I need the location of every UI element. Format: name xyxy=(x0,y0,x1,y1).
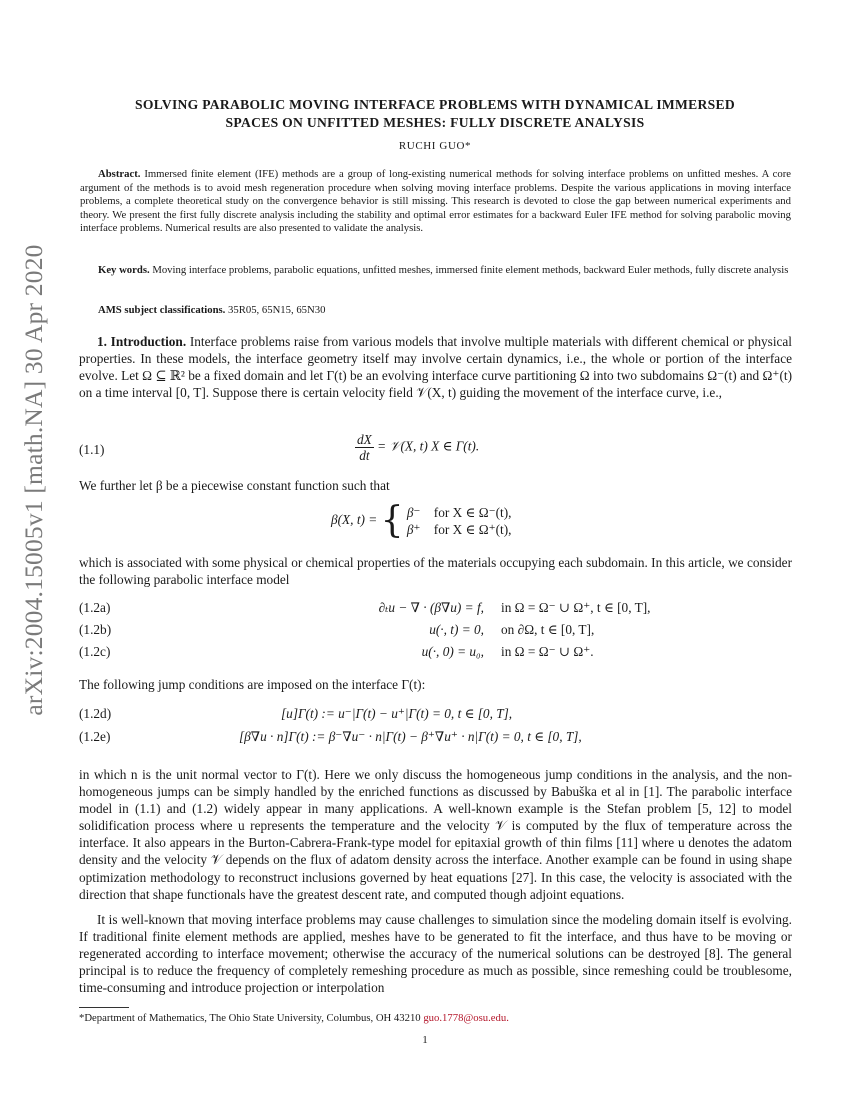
page-number: 1 xyxy=(422,1034,428,1046)
equation-rhs: = 𝒱(X, t) X ∈ Γ(t). xyxy=(377,438,480,454)
abstract-label: Abstract. xyxy=(98,168,141,180)
fraction-numerator: dX xyxy=(357,432,372,447)
beta-intro: We further let β be a piecewise constant function such that xyxy=(79,478,390,493)
fraction-denominator: dt xyxy=(359,448,370,463)
ams-text: 35R05, 65N15, 65N30 xyxy=(228,304,326,316)
abstract xyxy=(80,168,791,236)
intro-paragraph-3: It is well-known that moving interface problems may cause challenges to simulation since the modeling domain itself is evolving. If traditional finite element methods are applied, meshes have to be generated to fit the interface, and thus have to be moving or regenerated according to interface movement; otherwise the accuracy of the numerical solutions can be destroyed [8]. The general principal is to reduce the frequency of completely remeshing procedure as much as possible, since remeshing could be troublesome, time-consuming and introduce projection or interpolation xyxy=(79,912,792,996)
keywords-text: Moving interface problems, parabolic equations, unfitted meshes, immersed finite element methods, backward Euler methods, fully discrete analysis xyxy=(152,264,789,276)
dx-dt-fraction xyxy=(355,432,374,463)
paper-title xyxy=(80,96,790,132)
keywords xyxy=(80,264,791,278)
equation-1-2a xyxy=(79,600,792,620)
footnote-affiliation: *Department of Mathematics, The Ohio State University, Columbus, OH 43210 xyxy=(79,1012,421,1024)
equation-lhs: u(·, t) = 0, xyxy=(429,622,484,637)
equation-number: (1.1) xyxy=(79,442,105,457)
case-1-condition: for X ∈ Ω⁻(t), xyxy=(433,505,512,520)
equation-number: (1.2a) xyxy=(79,600,111,615)
arxiv-side-stamp xyxy=(4,244,64,716)
intro-paragraph-1 xyxy=(79,333,792,401)
case-2-value: β⁺ xyxy=(406,522,421,537)
title-line-2: SPACES ON UNFITTED MESHES: FULLY DISCRETE ANALYSIS xyxy=(225,115,645,130)
equation-number: (1.2b) xyxy=(79,622,112,637)
equation-rhs: in Ω = Ω⁻ ∪ Ω⁺. xyxy=(501,644,594,659)
footnote xyxy=(79,1012,792,1025)
abstract-text: Immersed finite element (IFE) methods are a group of long-existing numerical methods for solving interface problems on unfitted meshes. A core argument of the methods is to avoid mesh regeneration procedure when solving moving interface problems. Despite the various applications in moving interface problems, a complete theoretical study on the convergence behavior is still missing. This research is devoted to close the gap between numerical experiments and theory. We present the first fully discrete analysis including the stability and optimal error estimates for a backward Euler IFE method for solving parabolic moving interface problems. Numerical results are also presented to validate the analysis. xyxy=(80,168,792,234)
beta-cases xyxy=(407,504,512,538)
author: RUCHI GUO* xyxy=(398,140,472,152)
ams-classification xyxy=(80,304,791,318)
equation-1-2c xyxy=(79,644,792,664)
intro-text: Interface problems raise from various models that involve multiple materials with different chemical or physical properties. In these models, the interface geometry itself may involve certain dynamics, i.e., the whole or portion of the interface evolve. Let Ω ⊆ ℝ² be a fixed domain and let Γ(t) be an evolving interface curve partitioning Ω into two subdomains Ω⁻(t) and Ω⁺(t) on a time interval [0, T]. Suppose there is certain velocity field 𝒱(X, t) guiding the movement of the interface curve, i.e., xyxy=(79,334,793,401)
equation-lhs: u(·, 0) = u₀, xyxy=(421,644,484,659)
jump-intro: The following jump conditions are imposed on the interface Γ(t): xyxy=(79,677,426,692)
equation-rhs: in Ω = Ω⁻ ∪ Ω⁺, t ∈ [0, T], xyxy=(501,600,651,615)
equation-expr: [u]Γ(t) := u⁻|Γ(t) − u⁺|Γ(t) = 0, t ∈ [0, T], xyxy=(281,706,513,721)
equation-number: (1.2c) xyxy=(79,644,111,659)
footnote-rule xyxy=(79,1007,129,1008)
case-2-condition: for X ∈ Ω⁺(t), xyxy=(433,522,512,537)
equation-1-2b xyxy=(79,622,792,642)
title-line-1: SOLVING PARABOLIC MOVING INTERFACE PROBLEMS WITH DYNAMICAL IMMERSED xyxy=(134,97,736,112)
equation-1-2e xyxy=(79,729,792,749)
left-brace: { xyxy=(380,500,404,541)
equation-expr: [β∇u · n]Γ(t) := β⁻∇u⁻ · n|Γ(t) − β⁺∇u⁺ · n|Γ(t) = 0, t ∈ [0, T], xyxy=(239,729,582,744)
author-email-link[interactable]: guo.1778@osu.edu. xyxy=(423,1012,509,1024)
keywords-label: Key words. xyxy=(98,264,150,276)
equation-number: (1.2e) xyxy=(79,729,111,744)
equation-1-1 xyxy=(79,432,792,468)
section-title: 1. Introduction. xyxy=(97,334,187,349)
ams-label: AMS subject classifications. xyxy=(98,304,226,316)
equation-rhs: on ∂Ω, t ∈ [0, T], xyxy=(501,622,595,637)
beta-lhs: β(X, t) = xyxy=(331,512,378,528)
beta-equation xyxy=(79,502,792,542)
intro-paragraph-2: in which n is the unit normal vector to Γ(t). Here we only discuss the homogeneous jump conditions in the analysis, and the non-homogeneous jumps can be simply handled by the enriched functions as discussed by Babuška et al in [1]. The parabolic interface model in (1.1) and (1.2) widely appear in many applications. A well-known example is the Stefan problem [5, 12] to model solidification process where u represents the temperature and the velocity 𝒱 is computed by the flux of temperature across the interface. It also appears in the Burton-Cabrera-Frank-type model for epitaxial growth of thin films [11] where u denotes the adatom density and the velocity 𝒱 depends on the flux of adatom density across the interface. Another example can be found in using shape optimization methodology to reconstruct inclusions governed by heat equations [27]. In this case, the velocity is associated with the direction that shape functionals have the greatest descent rate, and computed though adjoint equations. xyxy=(79,767,792,902)
equation-number: (1.2d) xyxy=(79,706,112,721)
equation-1-2d xyxy=(79,706,792,726)
equation-lhs: ∂ₜu − ∇ · (β∇u) = f, xyxy=(378,600,484,615)
case-1-value: β⁻ xyxy=(406,505,421,520)
model-intro: which is associated with some physical or chemical properties of the materials occupying each subdomain. In this article, we consider the following parabolic interface model xyxy=(79,555,792,588)
arxiv-identifier: arXiv:2004.15005v1 [math.NA] 30 Apr 2020 xyxy=(19,244,48,716)
